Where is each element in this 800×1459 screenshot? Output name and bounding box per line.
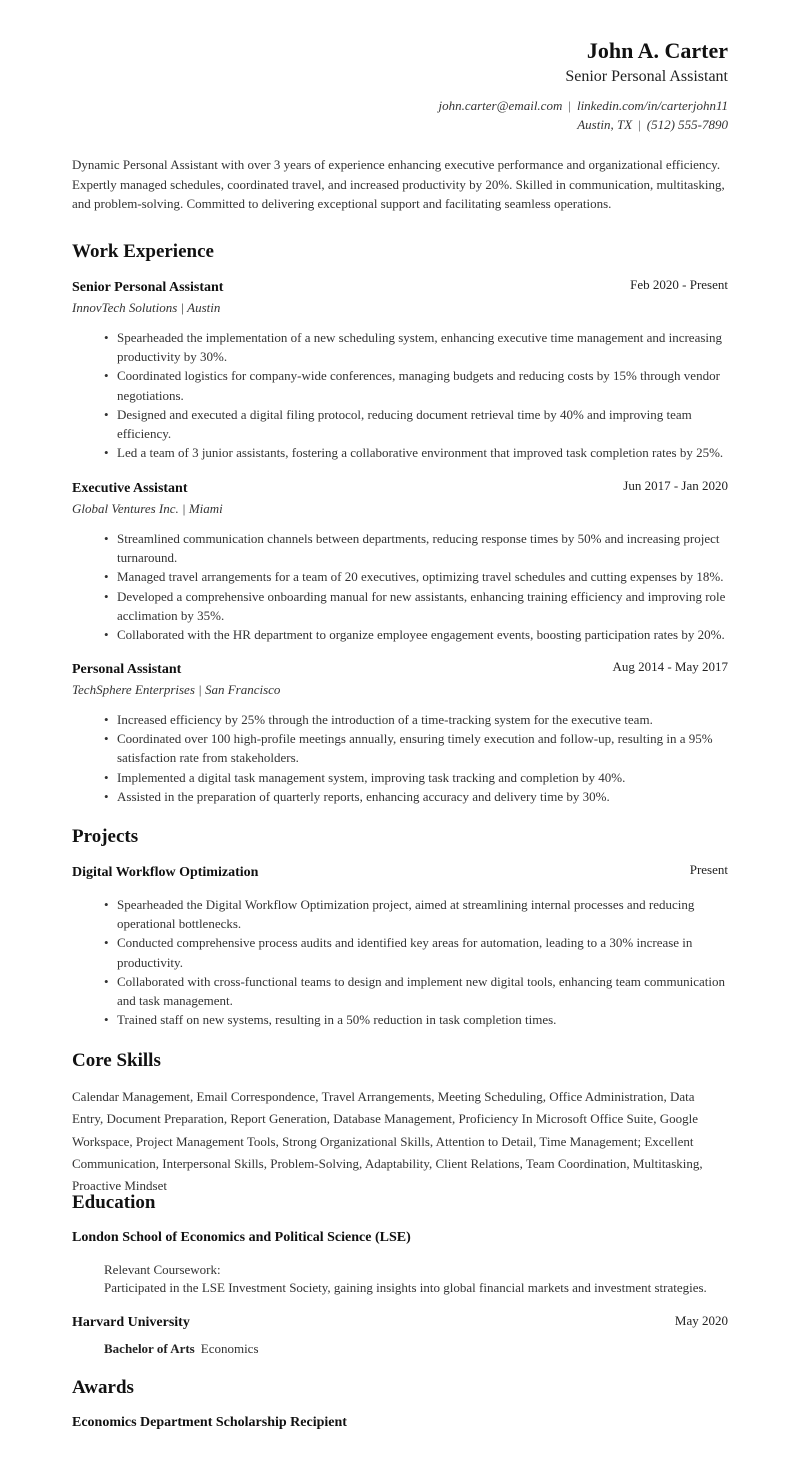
bullet-item: • Spearheaded the Digital Workflow Optimization project, aimed at streamlining internal processes and reducing operational bottlenecks. bbox=[104, 895, 728, 933]
bullet-list bbox=[104, 710, 728, 806]
bullet-item: • Managed travel arrangements for a team of 20 executives, optimizing travel schedules and cutting expenses by 18%. bbox=[104, 567, 728, 586]
bullet-item: • Assisted in the preparation of quarterly reports, enhancing accuracy and delivery time by 30%. bbox=[104, 787, 728, 806]
project-title: Digital Workflow Optimization bbox=[72, 865, 259, 880]
bullet-item: • Developed a comprehensive onboarding manual for new assistants, enhancing training efficiency and improving role acclimation by 35%. bbox=[104, 587, 728, 625]
job-entry bbox=[72, 279, 728, 462]
job-title: Senior Personal Assistant bbox=[72, 280, 224, 295]
job-entry bbox=[72, 480, 728, 644]
section-title-projects: Projects bbox=[72, 826, 139, 847]
section-title-work: Work Experience bbox=[72, 241, 214, 262]
bullet-item: • Collaborated with cross-functional teams to design and implement new digital tools, enhancing team communication and task management. bbox=[104, 972, 728, 1010]
location: Austin, TX bbox=[577, 117, 633, 132]
separator: | bbox=[568, 98, 571, 113]
school-name: London School of Economics and Political Science (LSE) bbox=[72, 1230, 411, 1245]
skills-list: Calendar Management, Email Correspondence, Travel Arrangements, Meeting Scheduling, Office Administration, Data Entry, Document Preparation, Report Generation, Database Management, Proficiency In Microsoft Office Suite, Google Workspace, Project Management Tools, Strong Organizational Skills, Attention to Detail, Time Management; Excellent Communication, Interpersonal Skills, Problem-Solving, Adaptability, Client Relations, Team Coordination, Multitasking, Proactive Mindset bbox=[72, 1089, 703, 1194]
bullet-item: • Conducted comprehensive process audits and identified key areas for automation, leading to a 30% increase in productivity. bbox=[104, 933, 728, 971]
email-link[interactable]: john.carter@email.com bbox=[438, 98, 563, 113]
name: John A. Carter bbox=[586, 38, 728, 63]
coursework-text: Participated in the LSE Investment Society, gaining insights into global financial markets and investment strategies. bbox=[104, 1280, 707, 1295]
bullet-item: • Coordinated over 100 high-profile meetings annually, ensuring timely execution and follow-up, resulting in a 95% satisfaction rate from stakeholders. bbox=[104, 729, 728, 767]
award-item: Economics Department Scholarship Recipient bbox=[72, 1415, 347, 1430]
summary: Dynamic Personal Assistant with over 3 years of experience enhancing executive performance and organizational efficiency. Expertly managed schedules, coordinated travel, and increased productivity by 20%. Skilled in communication, multitasking, and problem-solving. Committed to delivering exceptional support and facilitating seamless operations. bbox=[72, 157, 725, 212]
bullet-item: • Spearheaded the implementation of a new scheduling system, enhancing executive time management and increasing productivity by 30%. bbox=[104, 328, 728, 366]
bullet-item: • Designed and executed a digital filing protocol, reducing document retrieval time by 40% and improving team efficiency. bbox=[104, 405, 728, 443]
coursework-label: Relevant Coursework: bbox=[104, 1262, 221, 1277]
contact-line-2 bbox=[577, 116, 728, 133]
bullet-item: • Coordinated logistics for company-wide conferences, managing budgets and reducing costs by 15% through vendor negotiations. bbox=[104, 366, 728, 404]
project-dates: Present bbox=[689, 862, 728, 877]
job-title: Executive Assistant bbox=[72, 481, 188, 496]
job-dates: Jun 2017 - Jan 2020 bbox=[623, 478, 728, 493]
project-entry bbox=[72, 864, 728, 1029]
separator: | bbox=[638, 117, 641, 132]
job-entry bbox=[72, 661, 728, 806]
job-dates: Aug 2014 - May 2017 bbox=[612, 659, 728, 674]
degree-line bbox=[104, 1340, 724, 1358]
bullet-item: • Collaborated with the HR department to organize employee engagement events, boosting participation rates by 20%. bbox=[104, 625, 728, 644]
job-dates: Feb 2020 - Present bbox=[630, 277, 728, 292]
section-title-awards: Awards bbox=[72, 1377, 134, 1398]
phone: (512) 555-7890 bbox=[646, 117, 728, 132]
job-title: Personal Assistant bbox=[72, 662, 182, 677]
bullet-item: • Streamlined communication channels between departments, reducing response times by 50% and increasing project turnaround. bbox=[104, 529, 728, 567]
job-role: Senior Personal Assistant bbox=[565, 68, 728, 85]
job-company: InnovTech Solutions | Austin bbox=[72, 300, 221, 315]
job-company: Global Ventures Inc. | Miami bbox=[72, 501, 223, 516]
graduation-date: May 2020 bbox=[674, 1313, 728, 1328]
coursework-block bbox=[104, 1261, 724, 1297]
bullet-item: • Implemented a digital task management system, improving task tracking and completion by 40%. bbox=[104, 768, 728, 787]
contact-line-1 bbox=[438, 97, 728, 114]
bullet-item: • Led a team of 3 junior assistants, fostering a collaborative environment that improved task completion rates by 25%. bbox=[104, 443, 728, 462]
school-name: Harvard University bbox=[72, 1315, 190, 1330]
bullet-list bbox=[104, 529, 728, 644]
section-title-skills: Core Skills bbox=[72, 1050, 161, 1071]
bullet-list bbox=[104, 328, 728, 462]
degree-field: Economics bbox=[200, 1341, 259, 1356]
degree: Bachelor of Arts bbox=[104, 1341, 195, 1356]
job-company: TechSphere Enterprises | San Francisco bbox=[72, 682, 281, 697]
section-title-education: Education bbox=[72, 1192, 156, 1213]
bullet-list bbox=[104, 895, 728, 1029]
linkedin-link[interactable]: linkedin.com/in/carterjohn11 bbox=[576, 98, 728, 113]
bullet-item: • Trained staff on new systems, resulting in a 50% reduction in task completion times. bbox=[104, 1010, 728, 1029]
bullet-item: • Increased efficiency by 25% through the introduction of a time-tracking system for the executive team. bbox=[104, 710, 728, 729]
